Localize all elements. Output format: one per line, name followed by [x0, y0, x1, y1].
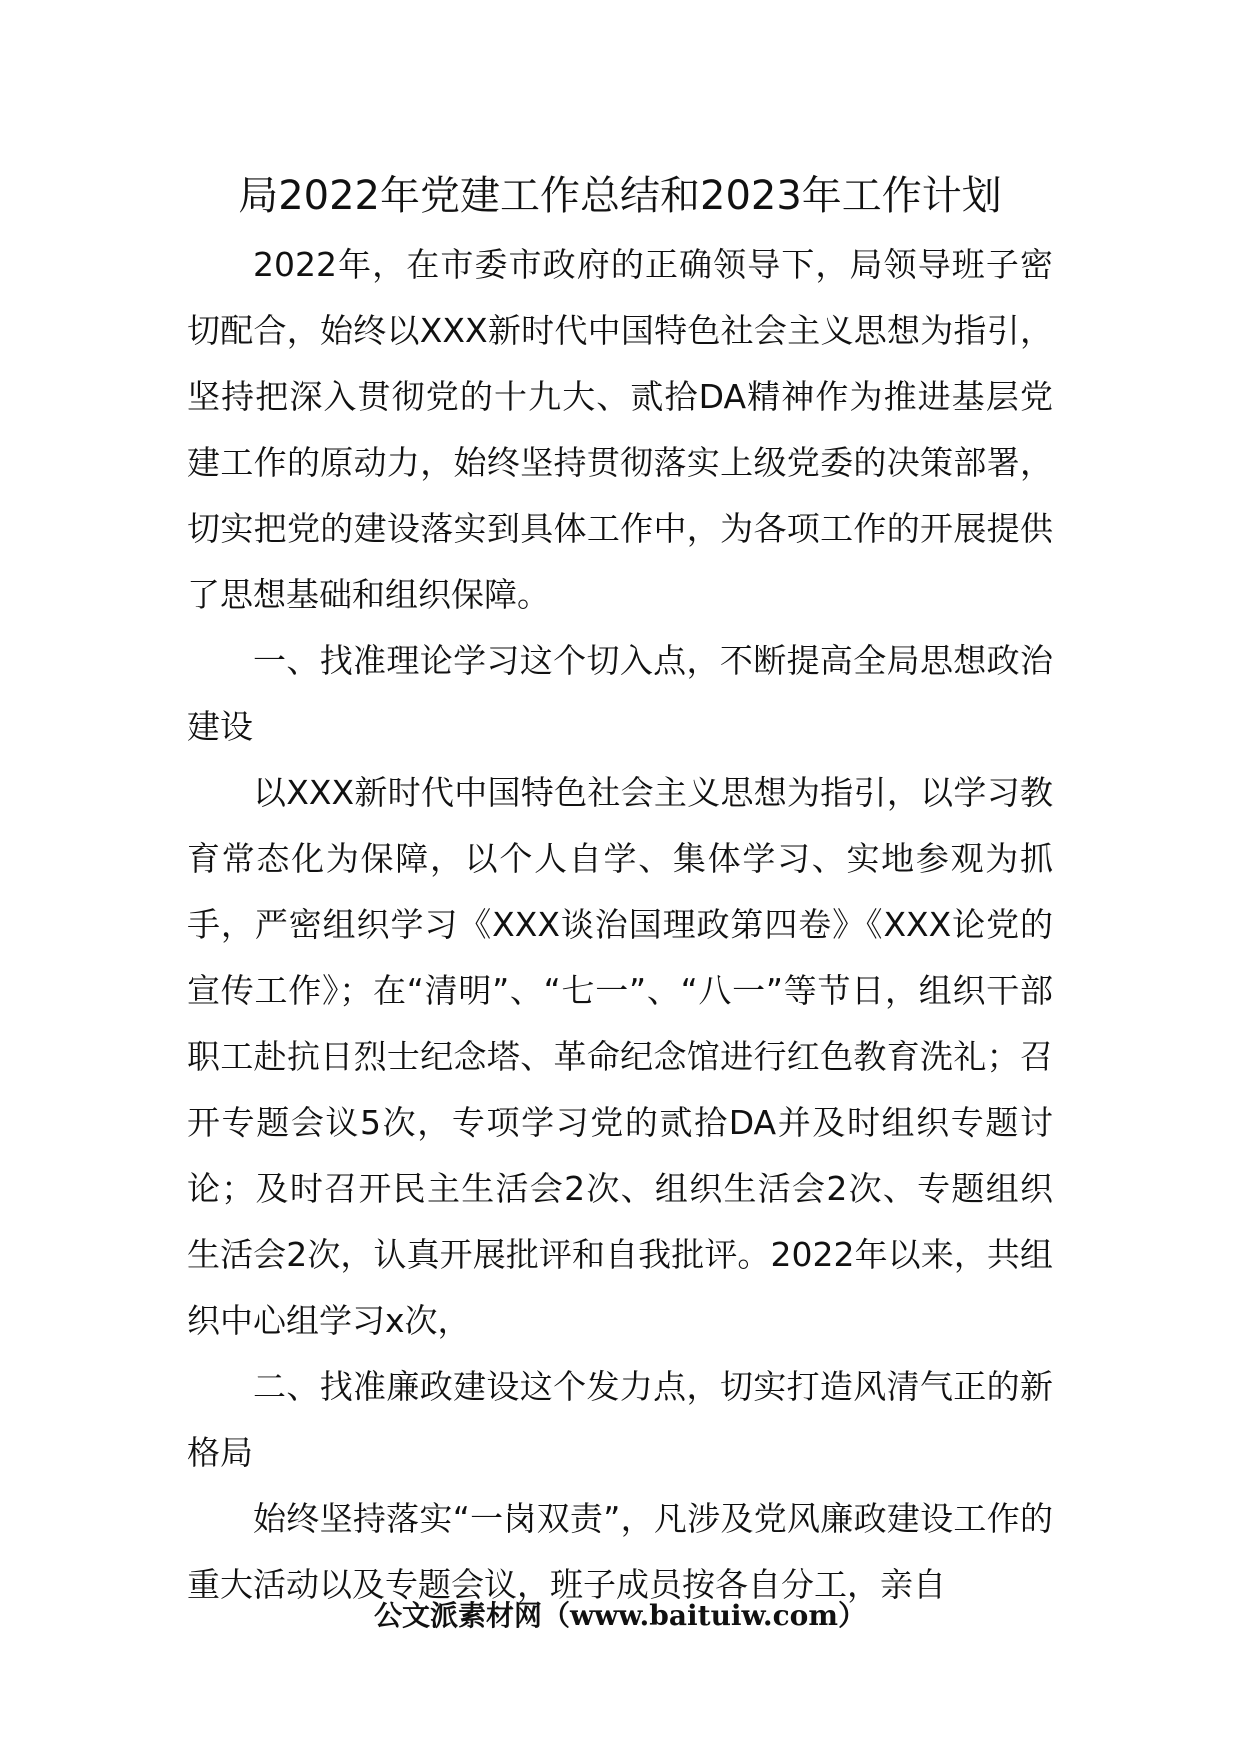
section-paragraph-1: 以XXX新时代中国特色社会主义思想为指引，以学习教育常态化为保障，以个人自学、集体学习、实地参观为抓手，严密组织学习《XXX谈治国理政第四卷》《XXX论党的宣传工作》；在“清明”、“七一”、“八一”等节日，组织干部职工赴抗日烈士纪念塔、革命纪念馆进行红色教育洗礼；召开专题会议5次，专项学习党的贰拾DA并及时组织专题讨论；及时召开民主生活会2次、组织生活会2次、专题组织生活会2次，认真开展批评和自我批评。2022年以来，共组织中心组学习x次，: [187, 773, 1053, 1340]
section-heading-1: 一、找准理论学习这个切入点，不断提高全局思想政治建设: [187, 641, 1053, 746]
document-body: [187, 232, 1053, 1618]
section-heading-2: 二、找准廉政建设这个发力点，切实打造风清气正的新格局: [187, 1367, 1053, 1472]
source-watermark: 公文派素材网（www.baituiw.com）: [374, 1599, 866, 1632]
section-paragraph-2: 始终坚持落实“一岗双责”，凡涉及党风廉政建设工作的重大活动以及专题会议，班子成员按各自分工，亲自: [187, 1499, 1053, 1604]
intro-paragraph: 2022年，在市委市政府的正确领导下，局领导班子密切配合，始终以XXX新时代中国特色社会主义思想为指引，坚持把深入贯彻党的十九大、贰拾DA精神作为推进基层党建工作的原动力，始终坚持贯彻落实上级党委的决策部署，切实把党的建设落实到具体工作中，为各项工作的开展提供了思想基础和组织保障。: [187, 245, 1053, 614]
document-title: 局2022年党建工作总结和2023年工作计划: [238, 173, 1002, 219]
